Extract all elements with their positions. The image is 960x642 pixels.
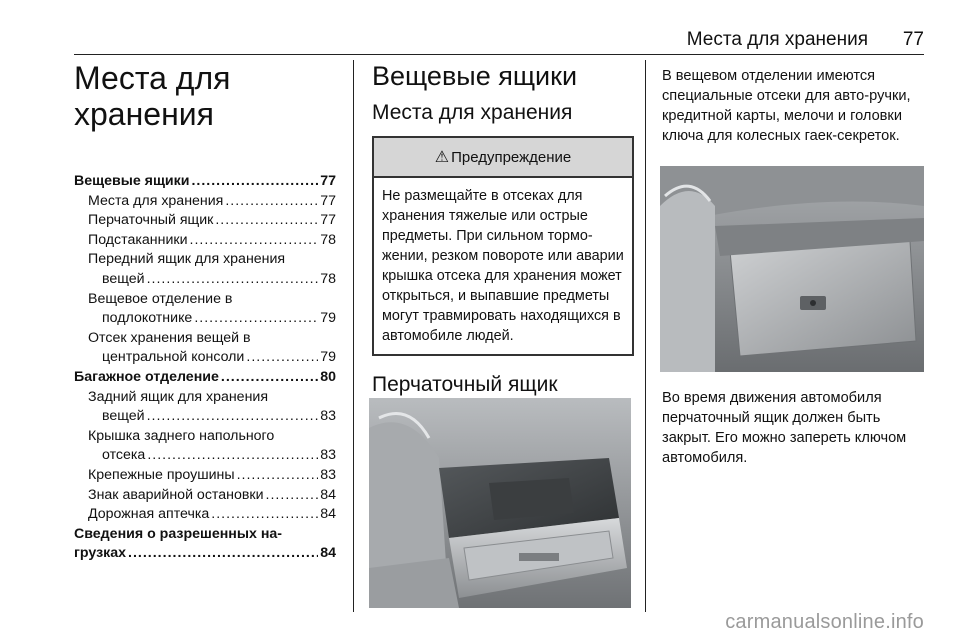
chapter-title [74,60,344,132]
toc-line[interactable]: Задний ящик для хранения [88,388,269,405]
warning-header [374,138,632,178]
toc-entry[interactable]: подлокотнике ..... 79 [74,309,336,329]
chapter-title-line1: Места для [74,60,231,96]
toc-entry[interactable]: вещей ..... 78 [74,270,336,290]
watermark: carmanualsonline.info [725,611,924,633]
column-divider-left [353,60,354,612]
toc-entry[interactable]: грузках ..... 84 [74,544,336,564]
toc-entry[interactable]: Дорожная аптечка ..... 84 [74,505,336,525]
toc-line[interactable]: Отсек хранения вещей в [88,329,251,346]
toc-entry[interactable]: Багажное отделение ..... 80 [74,368,336,388]
page-number: 77 [902,29,924,50]
toc-entry[interactable]: Подстаканники ..... 78 [74,231,336,251]
toc-entry[interactable]: центральной консоли ..... 79 [74,348,336,368]
toc-line[interactable]: Крышка заднего напольного [88,427,275,444]
toc-line[interactable]: Передний ящик для хранения [88,251,286,268]
section-title: Вещевые ящики [372,61,578,91]
page-header-title: Места для хранения [686,29,868,50]
toc-entry[interactable]: Места для хранения ..... 77 [74,192,336,212]
table-of-contents [74,172,336,564]
warning-box [372,136,634,356]
right-paragraph-1: В вещевом отделении имеются специальные отсеки для авто-ручки, кредитной карты, мелочи и головки ключа для колесных гаек-секреток. [662,68,911,144]
glovebox-subtitle: Перчаточный ящик [372,373,558,396]
toc-line[interactable]: Сведения о разрешенных на- [74,525,283,542]
toc-entry[interactable]: вещей ..... 83 [74,407,336,427]
column-divider-right [645,60,646,612]
glovebox-open-photo [369,398,631,608]
warning-title: Предупреждение [451,148,572,166]
section-subtitle: Места для хранения [372,101,573,124]
chapter-title-line2: хранения [74,96,214,132]
warning-text: Не размещайте в отсеках для хранения тяжелые или острые предметы. При сильном тормо-жении, резком повороте или аварии крышка отсека для хранения может открыться, и выпавшие предметы могут травмировать находящихся в автомобиле людей. [382,188,624,344]
middle-column [372,60,632,398]
toc-entry[interactable]: Знак аварийной остановки ..... 84 [74,486,336,506]
toc-entry[interactable]: Перчаточный ящик ..... 77 [74,211,336,231]
toc-entry[interactable]: Вещевые ящики ..... 77 [74,172,336,192]
header-rule [74,54,924,55]
toc-line[interactable]: Вещевое отделение в [88,290,233,307]
right-paragraph-2: Во время движения автомобиля перчаточный ящик должен быть закрыт. Его можно запереть ключом автомобиля. [662,390,907,466]
glovebox-closed-photo [660,166,924,372]
toc-entry[interactable]: Крепежные проушины ..... 83 [74,466,336,486]
toc-entry[interactable]: отсека ..... 83 [74,446,336,466]
warning-triangle-icon: ⚠ [434,149,450,166]
